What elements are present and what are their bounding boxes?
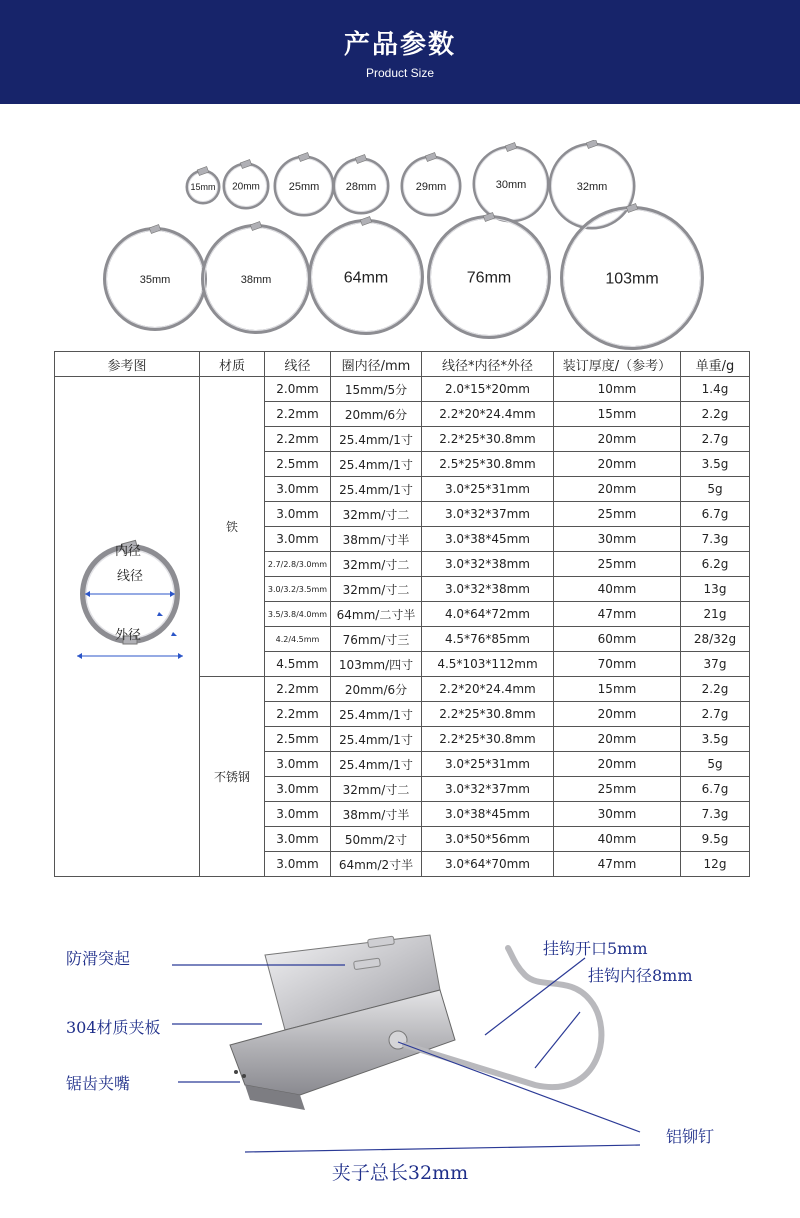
label-plate: 304材质夹板 bbox=[66, 1018, 161, 1037]
dimensions-cell: 3.0*38*45mm bbox=[422, 802, 554, 827]
label-rivet: 铝铆钉 bbox=[666, 1127, 715, 1146]
weight-cell: 2.7g bbox=[681, 427, 750, 452]
inner-diameter-cell: 103mm/四寸 bbox=[331, 652, 422, 677]
dimensions-cell: 4.5*103*112mm bbox=[422, 652, 554, 677]
weight-cell: 6.7g bbox=[681, 502, 750, 527]
header-weight: 单重/g bbox=[681, 352, 750, 377]
wire-diameter-cell: 3.0mm bbox=[265, 477, 331, 502]
wire-diameter-cell: 2.2mm bbox=[265, 402, 331, 427]
inner-diameter-cell: 50mm/2寸 bbox=[331, 827, 422, 852]
dimensions-cell: 3.0*25*31mm bbox=[422, 477, 554, 502]
inner-diameter-cell: 25.4mm/1寸 bbox=[331, 452, 422, 477]
header-binding-thickness: 装订厚度/（参考） bbox=[554, 352, 681, 377]
weight-cell: 1.4g bbox=[681, 377, 750, 402]
weight-cell: 3.5g bbox=[681, 727, 750, 752]
ring-label: 64mm bbox=[343, 269, 389, 287]
table-header-row bbox=[55, 352, 750, 377]
ring-15mm bbox=[187, 166, 219, 203]
inner-diameter-cell: 25.4mm/1寸 bbox=[331, 752, 422, 777]
thickness-cell: 20mm bbox=[554, 477, 681, 502]
dimensions-cell: 2.5*25*30.8mm bbox=[422, 452, 554, 477]
dimensions-cell: 2.0*15*20mm bbox=[422, 377, 554, 402]
thickness-cell: 20mm bbox=[554, 727, 681, 752]
dimensions-cell: 3.0*25*31mm bbox=[422, 752, 554, 777]
inner-diameter-cell: 32mm/寸二 bbox=[331, 577, 422, 602]
label-hook-inner: 挂钩内径8mm bbox=[588, 966, 693, 985]
dimensions-cell: 3.0*50*56mm bbox=[422, 827, 554, 852]
header-wire-diameter: 线径 bbox=[265, 352, 331, 377]
thickness-cell: 40mm bbox=[554, 827, 681, 852]
thickness-cell: 20mm bbox=[554, 752, 681, 777]
wire-diameter-cell: 3.0mm bbox=[265, 527, 331, 552]
wire-diameter-cell: 4.5mm bbox=[265, 652, 331, 677]
dimensions-cell: 4.0*64*72mm bbox=[422, 602, 554, 627]
header-reference: 参考图 bbox=[55, 352, 200, 377]
weight-cell: 37g bbox=[681, 652, 750, 677]
weight-cell: 3.5g bbox=[681, 452, 750, 477]
material-cell: 铁 bbox=[200, 377, 265, 677]
wire-diameter-cell: 2.5mm bbox=[265, 727, 331, 752]
inner-diameter-cell: 20mm/6分 bbox=[331, 402, 422, 427]
ring-label: 29mm bbox=[415, 180, 447, 193]
thickness-cell: 30mm bbox=[554, 802, 681, 827]
wire-diameter-cell: 2.2mm bbox=[265, 427, 331, 452]
thickness-cell: 47mm bbox=[554, 852, 681, 877]
label-hook-opening: 挂钩开口5mm bbox=[543, 939, 648, 958]
page-title: 产品参数 bbox=[343, 30, 456, 60]
ring-label: 20mm bbox=[232, 181, 260, 193]
weight-cell: 12g bbox=[681, 852, 750, 877]
inner-diameter-cell: 38mm/寸半 bbox=[331, 802, 422, 827]
ring-38mm bbox=[203, 221, 309, 332]
thickness-cell: 70mm bbox=[554, 652, 681, 677]
thickness-cell: 47mm bbox=[554, 602, 681, 627]
ring-64mm bbox=[310, 216, 422, 333]
weight-cell: 9.5g bbox=[681, 827, 750, 852]
wire-diameter-cell: 3.0mm bbox=[265, 777, 331, 802]
ring-32mm bbox=[550, 140, 634, 228]
dimensions-cell: 3.0*32*38mm bbox=[422, 577, 554, 602]
ring-label: 15mm bbox=[190, 182, 216, 193]
weight-cell: 5g bbox=[681, 477, 750, 502]
inner-diameter-cell: 32mm/寸二 bbox=[331, 552, 422, 577]
table-row bbox=[55, 377, 750, 402]
label-inner-diameter: 内径 bbox=[115, 544, 142, 559]
wire-diameter-cell: 3.5/3.8/4.0mm bbox=[265, 602, 331, 627]
ring-label: 32mm bbox=[576, 180, 608, 193]
dimensions-cell: 3.0*64*70mm bbox=[422, 852, 554, 877]
inner-diameter-cell: 76mm/寸三 bbox=[331, 627, 422, 652]
inner-diameter-cell: 38mm/寸半 bbox=[331, 527, 422, 552]
label-outer-diameter: 外径 bbox=[115, 628, 142, 643]
weight-cell: 7.3g bbox=[681, 802, 750, 827]
ring-sizes-image bbox=[0, 140, 800, 350]
thickness-cell: 15mm bbox=[554, 677, 681, 702]
thickness-cell: 10mm bbox=[554, 377, 681, 402]
reference-image-cell bbox=[55, 377, 200, 877]
inner-diameter-cell: 32mm/寸二 bbox=[331, 502, 422, 527]
weight-cell: 6.2g bbox=[681, 552, 750, 577]
inner-diameter-cell: 25.4mm/1寸 bbox=[331, 427, 422, 452]
thickness-cell: 40mm bbox=[554, 577, 681, 602]
ring-label: 35mm bbox=[139, 273, 171, 286]
inner-diameter-cell: 15mm/5分 bbox=[331, 377, 422, 402]
weight-cell: 5g bbox=[681, 752, 750, 777]
thickness-cell: 60mm bbox=[554, 627, 681, 652]
ring-label: 25mm bbox=[288, 180, 320, 193]
thickness-cell: 20mm bbox=[554, 702, 681, 727]
inner-diameter-cell: 64mm/2寸半 bbox=[331, 852, 422, 877]
ring-25mm bbox=[275, 152, 333, 215]
page-subtitle: Product Size bbox=[365, 66, 435, 80]
inner-diameter-cell: 64mm/二寸半 bbox=[331, 602, 422, 627]
weight-cell: 13g bbox=[681, 577, 750, 602]
label-anti-slip: 防滑突起 bbox=[66, 949, 131, 968]
ring-28mm bbox=[334, 154, 388, 213]
dimensions-cell: 3.0*32*37mm bbox=[422, 502, 554, 527]
wire-diameter-cell: 2.5mm bbox=[265, 452, 331, 477]
dimensions-cell: 3.0*32*37mm bbox=[422, 777, 554, 802]
wire-diameter-cell: 2.2mm bbox=[265, 677, 331, 702]
thickness-cell: 25mm bbox=[554, 502, 681, 527]
label-teeth: 锯齿夹嘴 bbox=[66, 1074, 131, 1093]
dimensions-cell: 4.5*76*85mm bbox=[422, 627, 554, 652]
ring-20mm bbox=[224, 159, 268, 208]
ring-29mm bbox=[402, 152, 460, 215]
thickness-cell: 25mm bbox=[554, 777, 681, 802]
ring-35mm bbox=[105, 224, 205, 329]
wire-diameter-cell: 3.0mm bbox=[265, 827, 331, 852]
thickness-cell: 20mm bbox=[554, 427, 681, 452]
header-dimensions: 线径*内径*外径 bbox=[422, 352, 554, 377]
dimensions-cell: 2.2*20*24.4mm bbox=[422, 402, 554, 427]
material-cell: 不锈钢 bbox=[200, 677, 265, 877]
ring-label: 76mm bbox=[466, 269, 512, 287]
dimensions-cell: 2.2*20*24.4mm bbox=[422, 677, 554, 702]
thickness-cell: 25mm bbox=[554, 552, 681, 577]
inner-diameter-cell: 20mm/6分 bbox=[331, 677, 422, 702]
inner-diameter-cell: 25.4mm/1寸 bbox=[331, 727, 422, 752]
weight-cell: 2.2g bbox=[681, 402, 750, 427]
clip-body bbox=[230, 935, 455, 1110]
inner-diameter-cell: 25.4mm/1寸 bbox=[331, 702, 422, 727]
label-total-length: 夹子总长32mm bbox=[331, 1162, 469, 1184]
thickness-cell: 20mm bbox=[554, 452, 681, 477]
thickness-cell: 30mm bbox=[554, 527, 681, 552]
wire-diameter-cell: 3.0mm bbox=[265, 752, 331, 777]
wire-diameter-cell: 3.0mm bbox=[265, 802, 331, 827]
wire-diameter-cell: 4.2/4.5mm bbox=[265, 627, 331, 652]
wire-diameter-cell: 3.0mm bbox=[265, 502, 331, 527]
weight-cell: 2.2g bbox=[681, 677, 750, 702]
wire-diameter-cell: 3.0/3.2/3.5mm bbox=[265, 577, 331, 602]
ring-label: 30mm bbox=[495, 178, 527, 191]
label-wire-diameter: 线径 bbox=[117, 569, 144, 584]
ring-label: 28mm bbox=[345, 180, 377, 193]
thickness-cell: 15mm bbox=[554, 402, 681, 427]
dimensions-cell: 2.2*25*30.8mm bbox=[422, 702, 554, 727]
header-banner bbox=[0, 0, 800, 104]
weight-cell: 21g bbox=[681, 602, 750, 627]
wire-diameter-cell: 2.0mm bbox=[265, 377, 331, 402]
header-inner-diameter: 圈内径/mm bbox=[331, 352, 422, 377]
inner-diameter-cell: 25.4mm/1寸 bbox=[331, 477, 422, 502]
wire-diameter-cell: 3.0mm bbox=[265, 852, 331, 877]
weight-cell: 2.7g bbox=[681, 702, 750, 727]
ring-30mm bbox=[474, 142, 548, 221]
wire-diameter-cell: 2.7/2.8/3.0mm bbox=[265, 552, 331, 577]
inner-diameter-cell: 32mm/寸二 bbox=[331, 777, 422, 802]
weight-cell: 7.3g bbox=[681, 527, 750, 552]
clip-diagram bbox=[0, 900, 800, 1200]
dimensions-cell: 3.0*32*38mm bbox=[422, 552, 554, 577]
ring-76mm bbox=[429, 212, 549, 337]
dimensions-cell: 2.2*25*30.8mm bbox=[422, 727, 554, 752]
spec-table bbox=[54, 351, 750, 877]
ring-label: 38mm bbox=[240, 273, 272, 286]
wire-diameter-cell: 2.2mm bbox=[265, 702, 331, 727]
dimensions-cell: 3.0*38*45mm bbox=[422, 527, 554, 552]
weight-cell: 6.7g bbox=[681, 777, 750, 802]
ring-label: 103mm bbox=[605, 270, 659, 288]
header-material: 材质 bbox=[200, 352, 265, 377]
dimensions-cell: 2.2*25*30.8mm bbox=[422, 427, 554, 452]
weight-cell: 28/32g bbox=[681, 627, 750, 652]
